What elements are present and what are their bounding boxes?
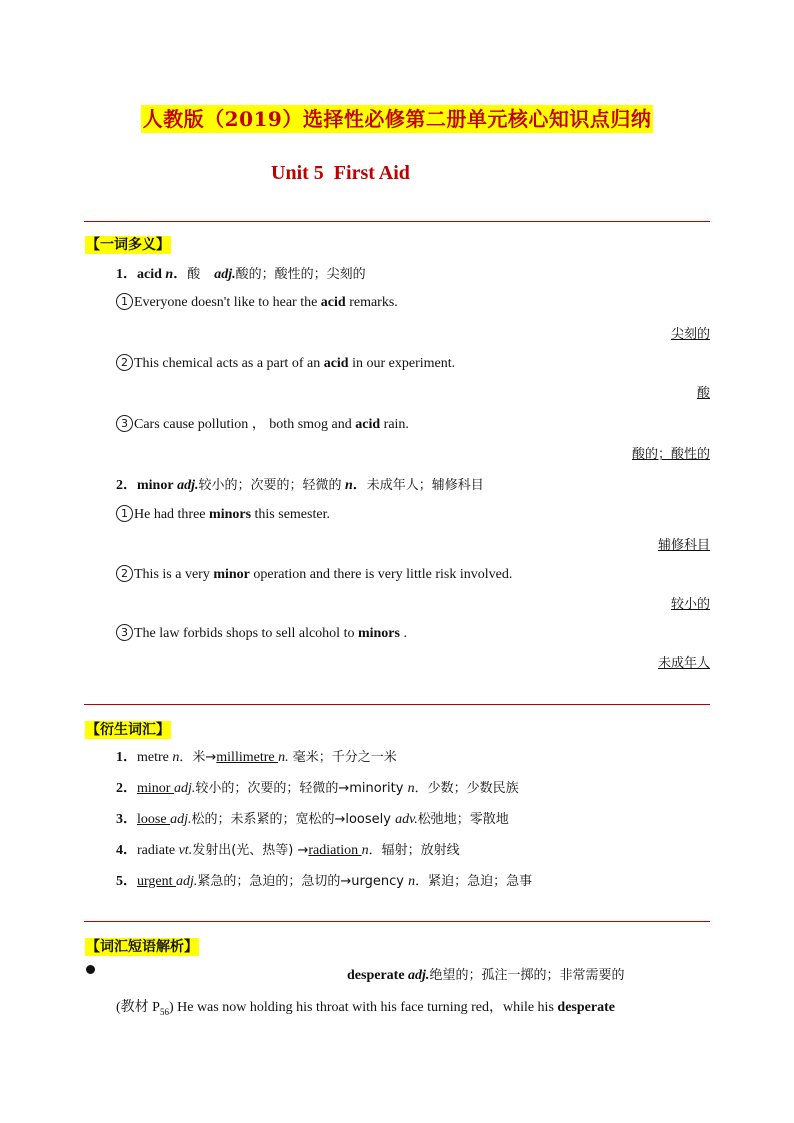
- derivative-item: 1．metre n．米→millimetre n. 毫米；千分之一米: [116, 750, 397, 765]
- textbook-sentence: (教材 $P_{56}$) He was now holding his throat with his face turning red，while his desperate: [116, 1000, 615, 1017]
- answer: 辅修科目: [657, 538, 710, 553]
- answer: 未成年人: [657, 656, 710, 671]
- section-tag-phrases: 【词汇短语解析】: [86, 939, 198, 955]
- entry-heading: 1．acid n．酸 adj.酸的；酸性的；尖刻的: [116, 267, 366, 282]
- entry-heading: 2．minor adj.较小的；次要的；轻微的 n．未成年人；辅修科目: [116, 478, 484, 493]
- answer: 酸的；酸性的: [631, 447, 710, 462]
- derivative-item: 4．radiate vt.发射出(光、热等) →radiation n．辐射；放射线: [116, 843, 460, 858]
- unit-title: Unit 5 First Aid: [271, 162, 410, 184]
- example-sentence: 1 Everyone doesn't like to hear the acid remarks.: [116, 293, 398, 311]
- answer: 较小的: [670, 597, 710, 612]
- derivative-item: 5．urgent adj.紧急的；急迫的；急切的→urgency n．紧迫；急迫；急事: [116, 874, 533, 889]
- bullet-icon: [86, 965, 95, 974]
- derivative-item: 3．loose adj.松的；未系紧的；宽松的→loosely adv.松弛地；零散地: [116, 812, 509, 827]
- example-sentence: 3 Cars cause pollution ， both smog and acid rain.: [116, 413, 409, 433]
- phrase-entry: desperate adj.绝望的；孤注一掷的；非常需要的: [347, 968, 625, 983]
- divider: [84, 221, 710, 222]
- divider: [84, 921, 710, 922]
- example-sentence: 1 He had three minors this semester.: [116, 505, 330, 523]
- section-tag-polysemy: 【一词多义】: [86, 237, 170, 253]
- example-sentence: 2 This chemical acts as a part of an acid in our experiment.: [116, 354, 455, 372]
- answer: 尖刻的: [670, 327, 710, 342]
- derivative-item: 2．minor adj.较小的；次要的；轻微的→minority n．少数；少数民族: [116, 781, 519, 796]
- page-title: 人教版（2019）选择性必修第二册单元核心知识点归纳: [142, 107, 652, 131]
- example-sentence: 3 The law forbids shops to sell alcohol to minors .: [116, 624, 407, 642]
- divider: [84, 704, 710, 705]
- section-tag-derivatives: 【衍生词汇】: [86, 722, 170, 738]
- example-sentence: 2 This is a very minor operation and there is very little risk involved.: [116, 565, 512, 583]
- answer: 酸: [696, 386, 710, 401]
